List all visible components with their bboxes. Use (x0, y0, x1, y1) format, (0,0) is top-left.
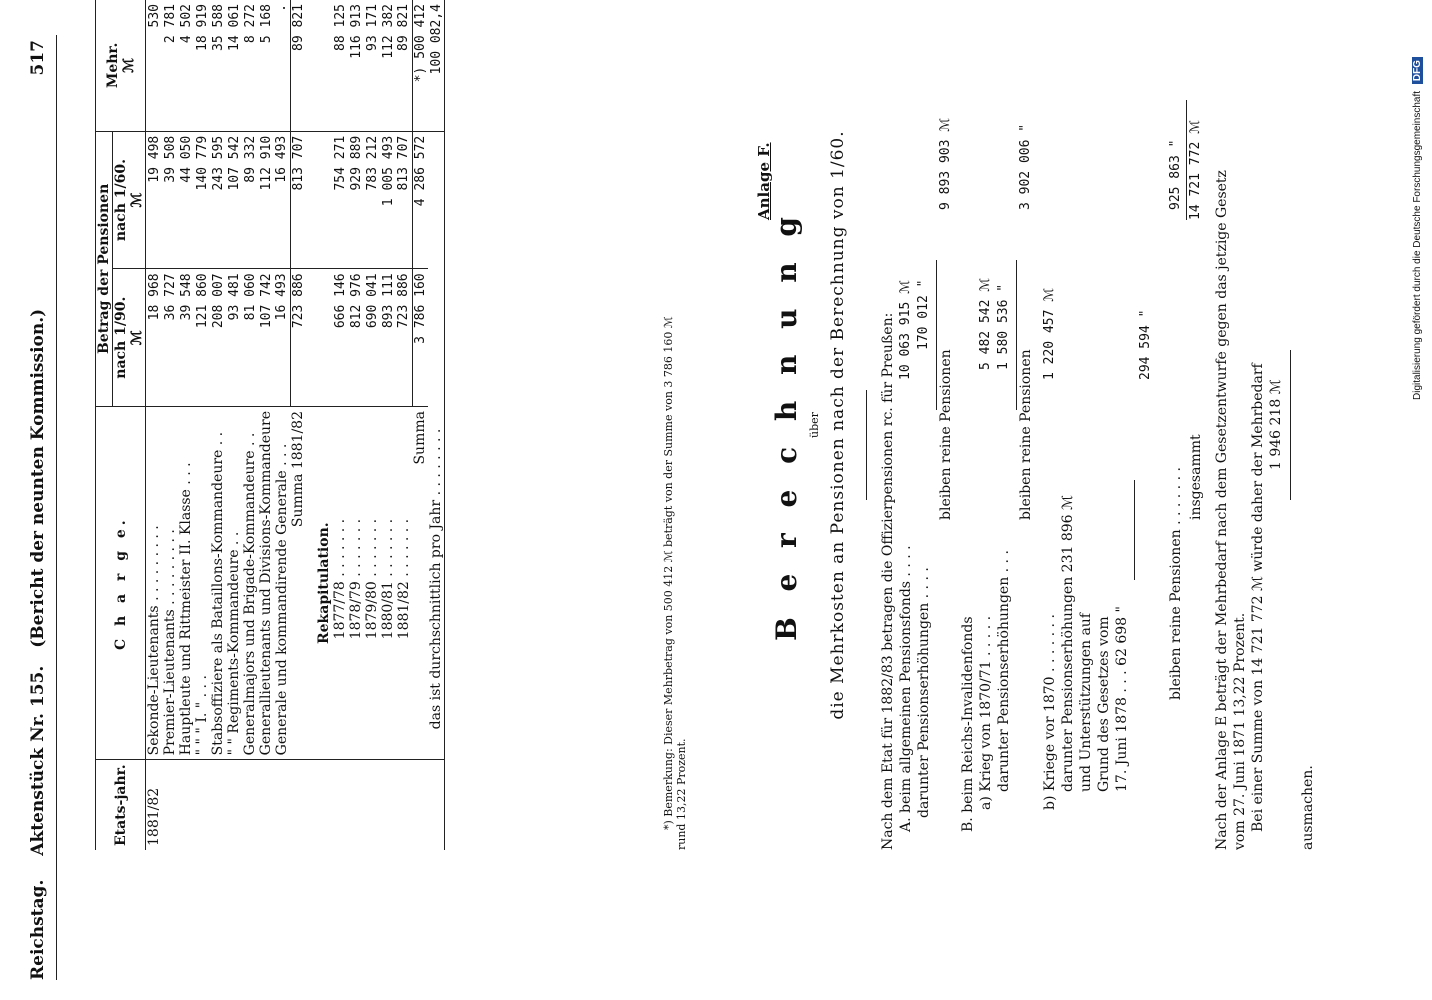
calc-end2: vom 27. Juni 1871 13,22 Prozent. (1232, 612, 1248, 850)
calc-Bb-sub4: 17. Juni 1878 . . . 62 698 " (1114, 606, 1130, 792)
col-mehr-label: Mehr. (104, 42, 121, 89)
avg-value: 100 082,4 (428, 4, 444, 75)
table-row (274, 0, 290, 850)
value-nach2: 39 508 (162, 131, 178, 269)
rekap-year: 1881/82 . . . . . . . (396, 407, 412, 760)
table-row (178, 0, 194, 850)
value-nach2: 107 542 (226, 131, 242, 269)
calc-title: B e r e c h n u n g (770, 209, 803, 641)
charge-label: Sekonde-Lieutenants . . . . . . . . . (146, 407, 163, 760)
running-header (28, 40, 48, 980)
col-nach2 (113, 131, 146, 269)
total-label: Summa (412, 407, 428, 760)
table-row (194, 0, 210, 850)
calc-end4: 1 946 218 ℳ (1268, 379, 1284, 470)
rekap-nach2: 754 271 (332, 131, 348, 269)
table-row (380, 0, 396, 850)
unit-mehr: ℳ (120, 57, 137, 73)
col-nach1 (113, 269, 146, 407)
col-nach1-label: nach 1/90. (113, 296, 129, 379)
unit-nach2: ℳ (129, 192, 145, 208)
calc-Bb-label: b) Kriege vor 1870 . . . . . . . (1042, 614, 1058, 810)
rekap-mehr: 89 821 (396, 0, 412, 131)
sum-nach2: 813 707 (290, 131, 306, 269)
col-nach2-label: nach 1/60. (113, 159, 129, 242)
rekap-nach1: 723 886 (396, 269, 412, 407)
rekap-mehr: 93 171 (364, 4, 380, 51)
calc-Ba-sub-value: 1 580 536 " (996, 283, 1011, 370)
header-left: Reichstag. (28, 879, 48, 980)
calc-A-rest-label: bleiben reine Pensionen (938, 349, 954, 520)
dfg-note-text: Digitalisierung gefördert durch die Deutsche Forschungsgemeinschaft (1412, 90, 1423, 400)
value-nach1: 39 548 (178, 269, 194, 407)
year-cell: 1881/82 (146, 760, 163, 850)
calc-subtitle: die Mehrkosten an Pensionen nach der Berechnung von 1/60. (828, 130, 848, 720)
charge-rows (146, 0, 445, 850)
calc-Ba-sub-label: darunter Pensionserhöhungen . . . (996, 550, 1012, 792)
header-subtitle: (Bericht der neunten Kommission.) (28, 308, 48, 648)
header-rule (56, 35, 57, 980)
calc-block (880, 0, 1420, 850)
total-mehr: *) 500 412 (412, 4, 428, 83)
value-nach1: 81 060 (242, 269, 258, 407)
charge-label: " " " I. " . . . (194, 407, 210, 760)
calc-intro: Nach dem Etat für 1882/83 betragen die Offizierpensionen rc. für Preußen: (880, 312, 896, 850)
calc-Bb-sum: 294 594 " (1138, 309, 1153, 380)
value-nach2: 140 779 (194, 131, 210, 269)
sum-nach1: 723 886 (290, 269, 306, 407)
charge-label: Hauptleute und Rittmeister II. Klasse . . . (178, 407, 194, 760)
calc-total-label: insgesammt (1188, 434, 1204, 520)
value-mehr: 4 502 (178, 4, 194, 44)
table-row (162, 0, 178, 850)
title-rule (866, 390, 867, 500)
table-row (364, 0, 380, 850)
calc-end1: Nach der Anlage E beträgt der Mehrbedarf nach dem Gesetzentwurfe gegen das jetzige Gesetz (1214, 170, 1230, 850)
rekap-nach2: 1 005 493 (380, 131, 396, 269)
calc-Bb-sub2: und Unterstützungen auf (1078, 613, 1094, 792)
header-doc: Aktenstück Nr. 155. (28, 665, 48, 856)
ueber-label: über (808, 412, 821, 438)
rule-Ba (1016, 260, 1017, 410)
unit-nach1: ℳ (129, 330, 145, 346)
calc-Bb-value: 1 220 457 ℳ (1042, 287, 1057, 380)
total-nach2: 4 286 572 (412, 131, 428, 269)
rekap-year: 1877/78 . . . . . . . (332, 407, 348, 760)
value-nach2: 89 332 (242, 131, 258, 269)
value-nach1: 208 007 (210, 269, 226, 407)
rekap-nach1: 690 041 (364, 269, 380, 407)
calc-Bb-sub1: darunter Pensionserhöhungen 231 896 ℳ (1060, 495, 1076, 792)
rekap-nach1: 893 111 (380, 269, 396, 407)
value-nach1: 16 493 (274, 269, 290, 407)
calc-A-sub-value: 170 012 " (916, 279, 931, 350)
col-mehr (96, 0, 146, 131)
value-mehr: 18 919 (194, 4, 210, 51)
table-row (226, 0, 242, 850)
table-row (348, 0, 364, 850)
closing-rule (1290, 350, 1291, 500)
rekap-mehr: 112 382 (380, 4, 396, 59)
rekap-nach1: 666 146 (332, 269, 348, 407)
value-nach2: 19 498 (146, 131, 163, 269)
calc-A-sub-label: darunter Pensionserhöhungen . . . . (916, 567, 932, 818)
rekap-year: 1879/80 . . . . . . . (364, 407, 380, 760)
rule-total (1186, 100, 1187, 220)
calc-A-label: A. beim allgemeinen Pensionsfonds . . . . (898, 545, 914, 832)
charge-label: " " Regiments-Kommandeure . . (226, 407, 242, 760)
footnote-line1: *) Bemerkung: Dieser Mehrbetrag von 500 412 ℳ beträgt von der Summe von 3 786 160 ℳ (662, 316, 675, 830)
calc-end5: ausmachen. (1300, 765, 1316, 850)
value-nach1: 36 727 (162, 269, 178, 407)
calc-Bb-sub3: Grund des Gesetzes vom (1096, 616, 1112, 792)
table-row (396, 0, 412, 850)
col-charge: C h a r g e. (96, 407, 146, 760)
sum-mehr: 89 821 (290, 4, 306, 51)
value-nach1: 121 860 (194, 269, 210, 407)
calc-Ba-value: 5 482 542 ℳ (978, 277, 993, 370)
value-mehr: . (274, 0, 290, 131)
sum-label: Summa 1881/82 (290, 407, 306, 760)
calc-Ba-rest-label: bleiben reine Pensionen (1018, 349, 1034, 520)
spacer-row (306, 0, 316, 850)
page-number: 517 (28, 40, 48, 76)
avg-row (428, 0, 445, 850)
calc-end3: Bei einer Summe von 14 721 772 ℳ würde daher der Mehrbedarf (1250, 363, 1266, 832)
total-nach1: 3 786 160 (412, 269, 428, 407)
value-mehr: 530 (146, 4, 162, 28)
sum-row (290, 0, 306, 850)
table-row (210, 0, 226, 850)
footnote-line2: rund 13,22 Prozent. (675, 738, 688, 850)
table-row (258, 0, 274, 850)
charge-label: Premier-Lieutenants . . . . . . . . . (162, 407, 178, 760)
rekap-title-row (316, 0, 332, 850)
rekap-nach2: 783 212 (364, 131, 380, 269)
rule-A (936, 260, 937, 410)
value-nach1: 93 481 (226, 269, 242, 407)
value-mehr: 35 588 (210, 4, 226, 51)
rule-Bb (1134, 480, 1135, 580)
charge-label: Generallieutenants und Divisions-Kommandeure (258, 407, 274, 760)
table-row (332, 0, 348, 850)
rekap-mehr: 116 913 (348, 4, 364, 59)
calc-total-value: 14 721 772 ℳ (1188, 120, 1203, 220)
value-mehr: 14 061 (226, 4, 242, 51)
rekap-nach2: 929 889 (348, 131, 364, 269)
value-nach2: 112 910 (258, 131, 274, 269)
rekap-year: 1880/81 . . . . . . . (380, 407, 396, 760)
calc-Bb-rest-value: 925 863 " (1168, 139, 1183, 210)
footnote (662, 0, 688, 850)
calc-Ba-rest-value: 3 902 006 " (1018, 123, 1033, 210)
charge-label: Generalmajors und Brigade-Kommandeure . . (242, 407, 258, 760)
dfg-logo: DFG (1412, 57, 1423, 84)
col-year: Etats-jahr. (96, 760, 146, 850)
value-nach2: 243 595 (210, 131, 226, 269)
rekap-title: Rekapitulation. (316, 407, 332, 760)
value-nach2: 16 493 (274, 131, 290, 269)
value-mehr: 8 272 (242, 4, 258, 44)
rekap-nach1: 812 976 (348, 269, 364, 407)
charge-label: Stabsoffiziere als Bataillons-Kommandeure . . (210, 407, 226, 760)
value-mehr: 5 168 (258, 4, 274, 44)
value-mehr: 2 781 (162, 4, 178, 44)
calc-A-rest-value: 9 893 903 ℳ (938, 117, 953, 210)
calc-Ba-label: a) Krieg von 1870/71 . . . . . (978, 615, 994, 810)
anlage-label: Anlage F. (755, 142, 773, 220)
pension-table (95, 0, 445, 850)
value-nach1: 107 742 (258, 269, 274, 407)
avg-label: das ist durchschnittlich pro Jahr . . . . . . . . (428, 131, 445, 760)
col-betrag: Betrag der Pensionen (96, 131, 113, 406)
rekap-year: 1878/79 . . . . . . . (348, 407, 364, 760)
charge-label: Generale und kommandirende Generale . . . (274, 407, 290, 760)
calc-B-label: B. beim Reichs-Invalidenfonds (960, 616, 976, 832)
rekap-nach2: 813 707 (396, 131, 412, 269)
rekap-mehr: 88 125 (332, 4, 348, 51)
table-row (242, 0, 258, 850)
calc-A-value: 10 063 915 ℳ (898, 280, 913, 380)
value-nach1: 18 968 (146, 269, 163, 407)
table-row (146, 0, 163, 850)
value-nach2: 44 050 (178, 131, 194, 269)
total-row (412, 0, 428, 850)
calc-Bb-rest-label: bleiben reine Pensionen . . . . . . . (1168, 467, 1184, 700)
